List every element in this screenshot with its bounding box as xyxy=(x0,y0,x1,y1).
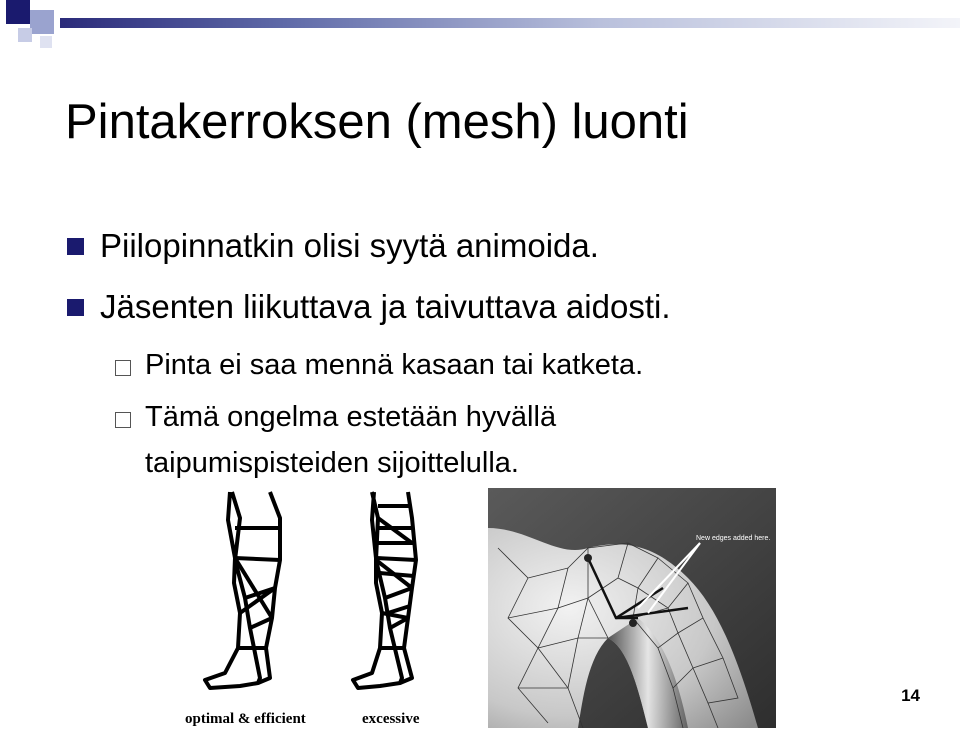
bullet-text: Jäsenten liikuttava ja taivuttava aidosti. xyxy=(100,288,671,325)
hollow-square-bullet-icon xyxy=(115,412,131,428)
slide-title: Pintakerroksen (mesh) luonti xyxy=(65,95,689,149)
hollow-square-bullet-icon xyxy=(115,360,131,376)
header-gradient-bar xyxy=(60,18,960,28)
annotation-label: New edges added here. xyxy=(696,535,771,542)
sub-bullet-text: Tämä ongelma estetään hyvällä xyxy=(145,401,557,433)
vertex-marker xyxy=(629,619,637,627)
sub-bullet-text: taipumispisteiden sijoittelulla. xyxy=(145,447,519,479)
bullet-item xyxy=(100,226,599,266)
bullet-item xyxy=(100,287,671,327)
sub-bullet-continuation xyxy=(145,446,519,480)
vertex-marker xyxy=(584,554,592,562)
leg-excessive-outline xyxy=(353,492,416,688)
leg-caption-excessive: excessive xyxy=(362,711,420,727)
sub-bullet-item xyxy=(145,400,556,434)
shoulder-mesh-figure xyxy=(488,488,776,728)
square-bullet-icon xyxy=(67,238,84,255)
page-number: 14 xyxy=(901,686,920,705)
leg-caption-optimal: optimal & efficient xyxy=(185,711,306,727)
square-bullet-icon xyxy=(67,299,84,316)
leg-optimal-outline xyxy=(205,492,280,688)
sub-bullet-item xyxy=(145,348,643,382)
leg-mesh-figure xyxy=(180,488,470,731)
bullet-text: Piilopinnatkin olisi syytä animoida. xyxy=(100,227,599,264)
sub-bullet-text: Pinta ei saa mennä kasaan tai katketa. xyxy=(145,349,644,381)
